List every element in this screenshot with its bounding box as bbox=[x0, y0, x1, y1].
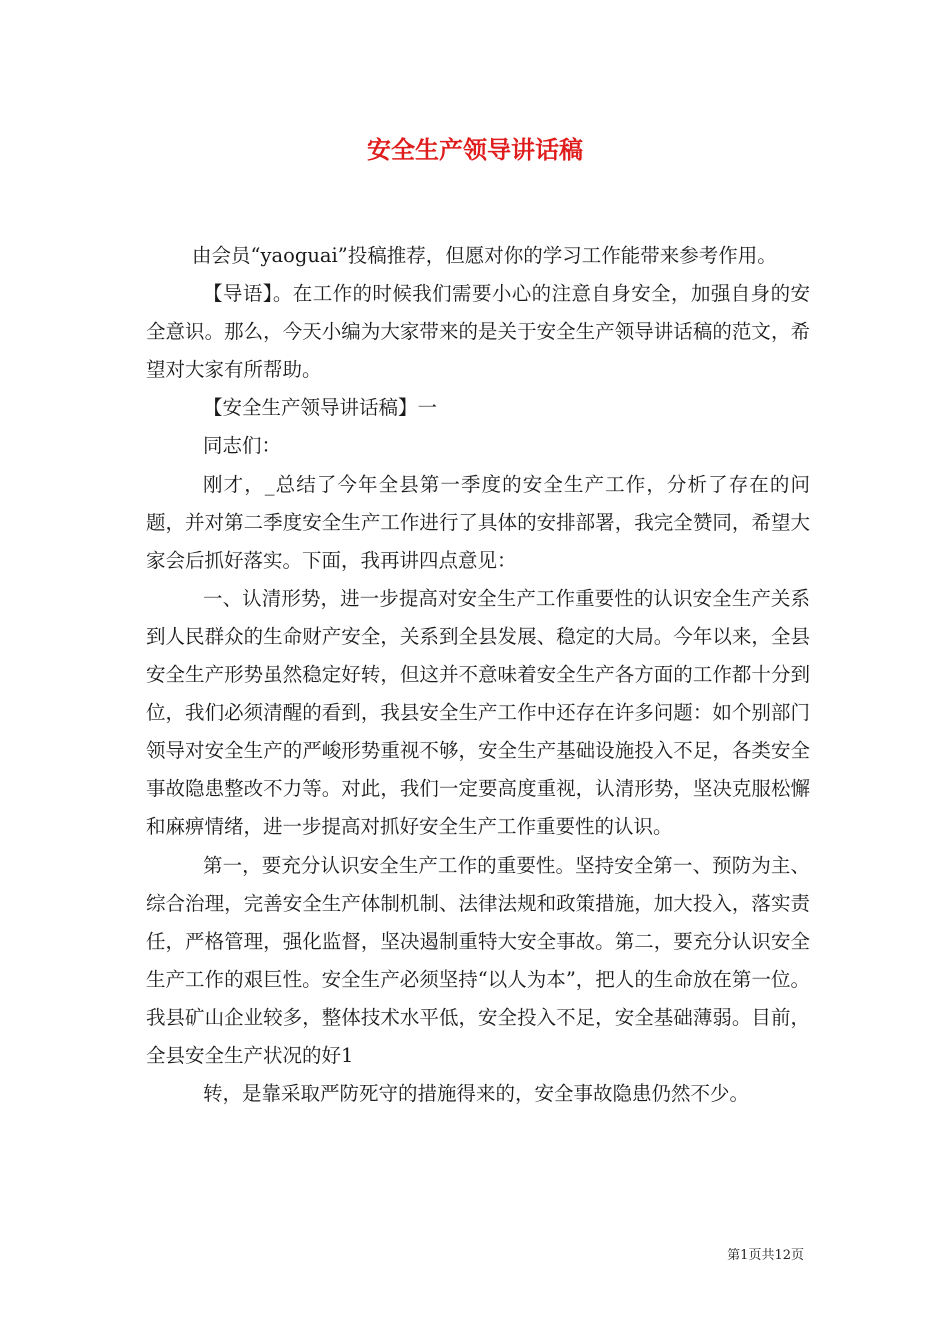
paragraph-lead: 【导语】。在工作的时候我们需要小心的注意自身安全，加强自身的安全意识。那么，今天小编为大家带来的是关于安全生产领导讲话稿的范文，希望对大家有所帮助。 bbox=[146, 282, 810, 382]
document-title: 安全生产领导讲话稿 bbox=[367, 135, 583, 164]
salutation: 同志们： bbox=[203, 434, 282, 458]
paragraph-intro: 由会员“yaoguai”投稿推荐，但愿对你的学习工作能带来参考作用。 bbox=[192, 244, 777, 267]
section-heading: 【安全生产领导讲话稿】一 bbox=[203, 396, 438, 420]
page-number: 第1页共12页 bbox=[727, 1248, 804, 1263]
paragraph: 一、认清形势，进一步提高对安全生产工作重要性的认识安全生产关系到人民群众的生命财产安全，关系到全县发展、稳定的大局。今年以来，全县安全生产形势虽然稳定好转，但这并不意味着安全生产各方面的工作都十分到位，我们必须清醒的看到，我县安全生产工作中还存在许多问题：如个别部门领导对安全生产的严峻形势重视不够，安全生产基础设施投入不足，各类安全事故隐患整改不力等。对此，我们一定要高度重视，认清形势，坚决克服松懈和麻痹情绪，进一步提高对抓好安全生产工作重要性的认识。 bbox=[146, 586, 810, 839]
paragraph: 转，是靠采取严防死守的措施得来的，安全事故隐患仍然不少。 bbox=[203, 1082, 750, 1106]
document-body bbox=[146, 237, 810, 1113]
paragraph: 刚才，_总结了今年全县第一季度的安全生产工作，分析了存在的问题，并对第二季度安全生产工作进行了具体的安排部署，我完全赞同，希望大家会后抓好落实。下面，我再讲四点意见： bbox=[146, 472, 810, 572]
paragraph: 第一，要充分认识安全生产工作的重要性。坚持安全第一、预防为主、综合治理，完善安全生产体制机制、法律法规和政策措施，加大投入，落实责任，严格管理，强化监督，坚决遏制重特大安全事故。第二，要充分认识安全生产工作的艰巨性。安全生产必须坚持“以人为本”，把人的生命放在第一位。我县矿山企业较多，整体技术水平低，安全投入不足，安全基础薄弱。目前，全县安全生产状况的好1 bbox=[146, 853, 810, 1067]
